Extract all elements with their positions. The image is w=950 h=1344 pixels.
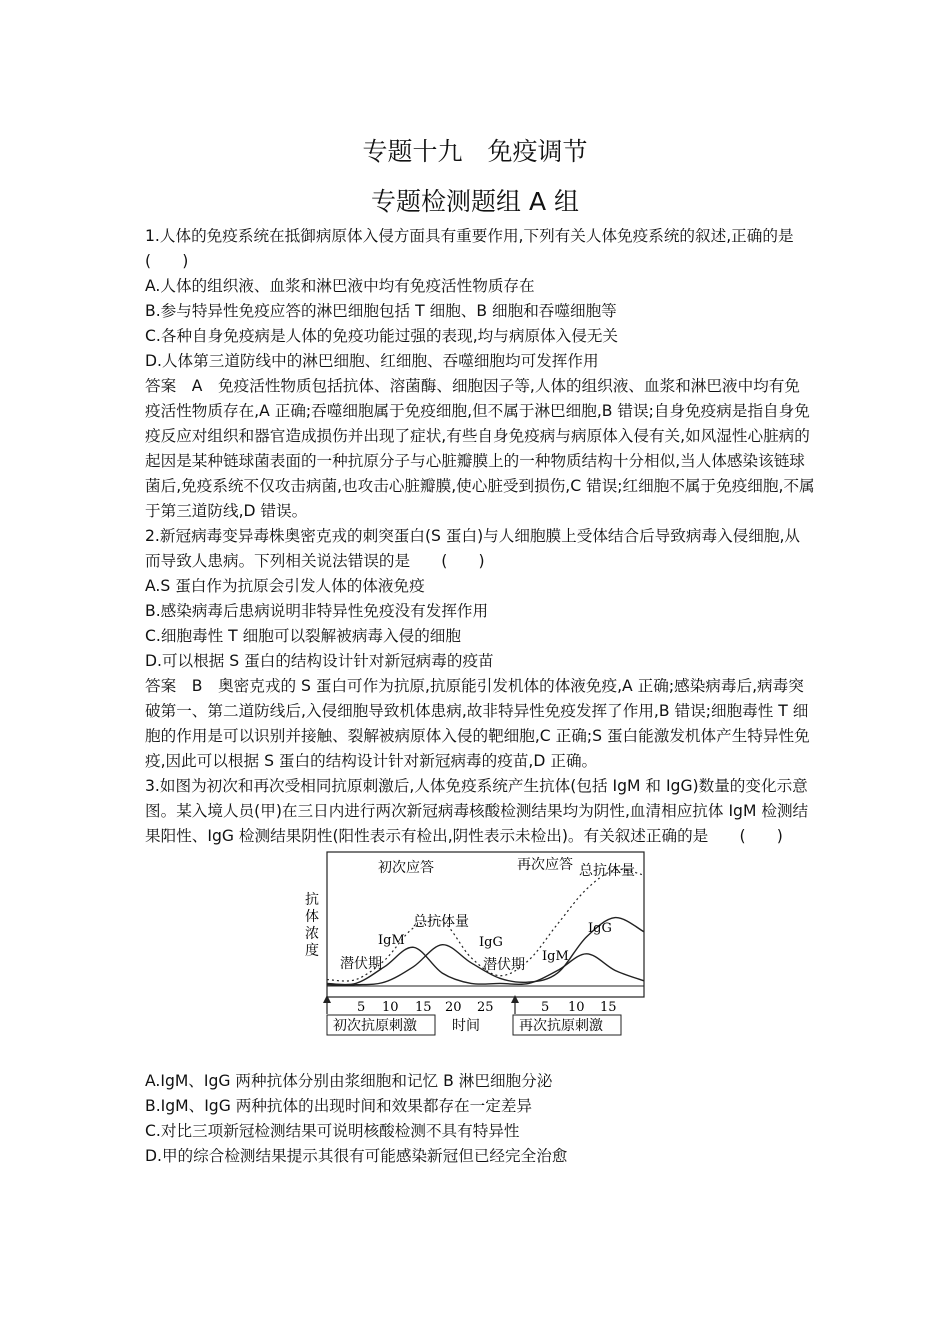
label-total-secondary: 总抗体量 bbox=[579, 863, 635, 879]
tick-s-10: 10 bbox=[568, 1000, 585, 1015]
tick-p-25: 25 bbox=[477, 1000, 494, 1015]
content bbox=[145, 224, 825, 1169]
stim2-arrow-head bbox=[511, 995, 519, 1003]
ylabel-char-1: 抗 bbox=[305, 892, 319, 908]
stim1-label: 初次抗原刺激 bbox=[333, 1018, 417, 1034]
q2-answer: 答案 B 奥密克戎的 S 蛋白可作为抗原,抗原能引发机体的体液免疫,A 正确;感染病毒后,病毒突破第一、第二道防线后,入侵细胞导致机体患病,故非特异性免疫发挥了作用,B 错误;细胞毒性 T 细胞的作用是可以识别并接触、裂解被病原体入侵的靶细胞,C 正确;S 蛋白能激发机体产生特异性免疫,因此可以根据 S 蛋白的结构设计针对新冠病毒的疫苗,D 正确。 bbox=[145, 677, 810, 770]
tick-s-15: 15 bbox=[600, 1000, 617, 1015]
antibody-chart bbox=[145, 849, 815, 1069]
q1-option-c: C.各种自身免疫病是人体的免疫功能过强的表现,均与病原体入侵无关 bbox=[145, 327, 619, 345]
label-igg-secondary: IgG bbox=[588, 921, 612, 936]
label-primary-response: 初次应答 bbox=[378, 860, 434, 876]
stim1-arrow-head bbox=[323, 995, 331, 1003]
page-subtitle: 专题检测题组 A 组 bbox=[371, 187, 579, 216]
q1-option-a: A.人体的组织液、血浆和淋巴液中均有免疫活性物质存在 bbox=[145, 277, 535, 295]
ylabel-char-3: 浓 bbox=[305, 926, 319, 942]
label-igm-secondary: IgM bbox=[542, 949, 569, 964]
label-latent-2: 潜伏期 bbox=[483, 957, 525, 973]
ylabel-char-4: 度 bbox=[305, 943, 319, 959]
q1-answer: 答案 A 免疫活性物质包括抗体、溶菌酶、细胞因子等,人体的组织液、血浆和淋巴液中均有免疫活性物质存在,A 正确;吞噬细胞属于免疫细胞,但不属于淋巴细胞,B 错误;自身免疫病是指自身免疫反应对组织和器官造成损伤并出现了症状,有些自身免疫病与病原体入侵有关,如风湿性心脏病的起因是某种链球菌表面的一种抗原分子与心脏瓣膜上的一种物质结构十分相似,当人体感染该链球菌后,免疫系统不仅攻击病菌,也攻击心脏瓣膜,使心脏受到损伤,C 错误;红细胞不属于免疫细胞,不属于第三道防线,D 错误。 bbox=[145, 377, 815, 520]
label-latent-1: 潜伏期 bbox=[340, 956, 382, 972]
q1-option-b: B.参与特异性免疫应答的淋巴细胞包括 T 细胞、B 细胞和吞噬细胞等 bbox=[145, 302, 617, 320]
q1-stem: 1.人体的免疫系统在抵御病原体入侵方面具有重要作用,下列有关人体免疫系统的叙述,正确的是 ( ) bbox=[145, 227, 825, 270]
label-igm-primary: IgM bbox=[378, 933, 405, 948]
label-secondary-response: 再次应答 bbox=[517, 857, 573, 873]
q2-option-c: C.细胞毒性 T 细胞可以裂解被病毒入侵的细胞 bbox=[145, 627, 461, 645]
q2-stem: 2.新冠病毒变异毒株奥密克戎的刺突蛋白(S 蛋白)与人细胞膜上受体结合后导致病毒入侵细胞,从而导致人患病。下列相关说法错误的是 ( ) bbox=[145, 527, 801, 570]
q2-option-a: A.S 蛋白作为抗原会引发人体的体液免疫 bbox=[145, 577, 425, 595]
q3-option-c: C.对比三项新冠检测结果可说明核酸检测不具有特异性 bbox=[145, 1122, 520, 1140]
tick-p-15: 15 bbox=[415, 1000, 432, 1015]
label-total-primary: 总抗体量 bbox=[413, 914, 469, 930]
tick-p-20: 20 bbox=[445, 1000, 462, 1015]
q3-option-d: D.甲的综合检测结果提示其很有可能感染新冠但已经完全治愈 bbox=[145, 1147, 568, 1165]
q2-option-d: D.可以根据 S 蛋白的结构设计针对新冠病毒的疫苗 bbox=[145, 652, 494, 670]
tick-p-10: 10 bbox=[382, 1000, 399, 1015]
q3-option-a: A.IgM、IgG 两种抗体分别由浆细胞和记忆 B 淋巴细胞分泌 bbox=[145, 1072, 553, 1090]
q3-stem: 3.如图为初次和再次受相同抗原刺激后,人体免疫系统产生抗体(包括 IgM 和 IgG)数量的变化示意图。某入境人员(甲)在三日内进行两次新冠病毒核酸检测结果均为阴性,血清相应抗体 IgM 检测结果阳性、IgG 检测结果阴性(阳性表示有检出,阴性表示未检出)。有关叙述正确的是 ( ) bbox=[145, 777, 809, 845]
antibody-chart-svg bbox=[145, 849, 815, 1069]
xlabel: 时间 bbox=[452, 1018, 480, 1034]
tick-p-5: 5 bbox=[357, 1000, 366, 1015]
stim2-label: 再次抗原刺激 bbox=[519, 1018, 603, 1034]
q2-option-b: B.感染病毒后患病说明非特异性免疫没有发挥作用 bbox=[145, 602, 489, 620]
tick-s-5: 5 bbox=[541, 1000, 550, 1015]
q1-option-d: D.人体第三道防线中的淋巴细胞、红细胞、吞噬细胞均可发挥作用 bbox=[145, 352, 599, 370]
label-igg-primary: IgG bbox=[479, 935, 503, 950]
ylabel-char-2: 体 bbox=[305, 909, 319, 925]
q3-option-b: B.IgM、IgG 两种抗体的出现时间和效果都存在一定差异 bbox=[145, 1097, 533, 1115]
page-title: 专题十九 免疫调节 bbox=[362, 137, 588, 166]
